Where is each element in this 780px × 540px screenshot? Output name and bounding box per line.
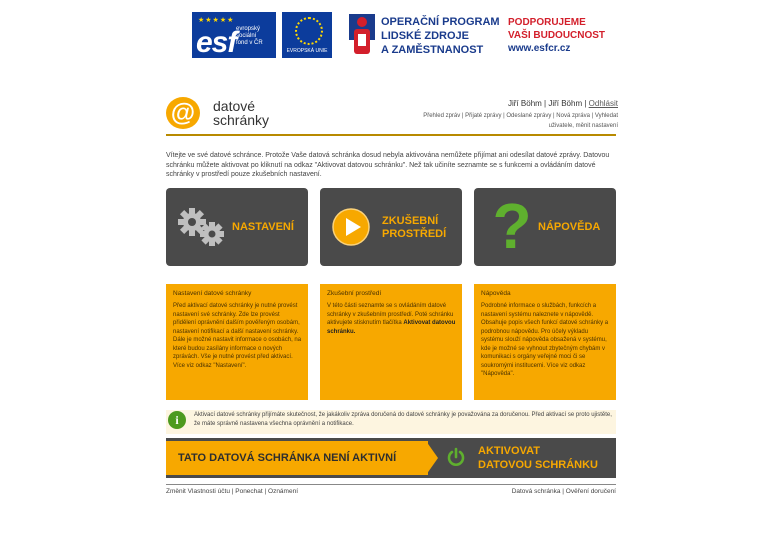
- nav-links[interactable]: Přehled zpráv | Přijaté zprávy | Odeslané zprávy | Nová zpráva | Vyhledat: [423, 113, 618, 119]
- status-arrow: [426, 441, 438, 475]
- test-env-panel-title: Zkušební prostředí: [327, 290, 382, 297]
- play-icon: [332, 208, 370, 246]
- settings-panel-text: Před aktivací datové schránky je nutné provést nastavení své schránky. Zde lze provést přidělení oprávnění dalším pověřeným osobám, nastavení notifikací a další nastavení schránky. Dále je možné nastavit informace o osobách, na které budou zasílány informace o nových zprávách. Vše je nutné provést před aktivací. Více viz odkaz "Nastavení".: [173, 303, 302, 369]
- datove-schranky-logo-icon: @: [166, 97, 200, 129]
- header-divider: [166, 134, 616, 136]
- activate-reference: Aktivovat datovou schránku.: [327, 320, 456, 335]
- support-slogan: PODPORUJEME VAŠI BUDOUCNOST www.esfcr.cz: [508, 17, 606, 54]
- op-person-icon: [349, 14, 375, 56]
- settings-panel-title: Nastavení datové schránky: [173, 290, 252, 297]
- help-panel-text: Podrobné informace o službách, funkcích a nastavení systému naleznete v nápovědě. Obsahuje popis všech funkcí datové schránky a podrobnou nápovědu. Pro účely výkladu systému slouží nápověda obsažená v systému, kde je možné se vyhnout zbytečným chybám v komunikaci s orgány veřejné moci či se soukromými institucemi. Více viz odkaz "Nápověda".: [481, 303, 609, 377]
- info-text: Aktivací datové schránky přijímáte skutečnost, že jakákoliv zpráva doručená do datové schránky je považována za doručenou. Před aktivací se proto ujistěte, že máte správně nastavena všechna oprávnění a notifikace.: [194, 412, 612, 427]
- activate-mailbox-button[interactable]: AKTIVOVAT DATOVOU SCHRÁNKU: [478, 445, 598, 471]
- settings-tile-label: NASTAVENÍ: [232, 221, 294, 233]
- op-program-logo: OPERAČNÍ PROGRAM LIDSKÉ ZDROJE A ZAMĚSTNANOST: [381, 16, 500, 56]
- info-icon: i: [168, 411, 186, 429]
- gears-icon: [176, 206, 226, 248]
- question-icon: ?: [492, 190, 532, 262]
- user-name: Jiří Böhm | Jiří Böhm |: [508, 99, 589, 108]
- app-title: datové schránky: [213, 98, 270, 128]
- test-env-tile[interactable]: [320, 188, 462, 266]
- user-info: [490, 99, 618, 108]
- nav-links-2[interactable]: uživatele, měnit nastavení: [548, 123, 618, 129]
- power-icon[interactable]: [446, 447, 466, 467]
- footer-right-links[interactable]: Datová schránka | Ověření doručení: [511, 488, 616, 495]
- esf-url[interactable]: www.esfcr.cz: [508, 43, 571, 54]
- footer-divider: [166, 484, 616, 485]
- eu-flag-logo: [282, 12, 332, 58]
- top-nav[interactable]: [300, 111, 618, 131]
- test-env-tile-label: ZKUŠEBNÍ PROSTŘEDÍ: [382, 215, 447, 240]
- esf-logo: [192, 12, 276, 58]
- esf-caption: evropský sociální fond v ČR: [236, 26, 263, 46]
- inactive-status-text: TATO DATOVÁ SCHRÁNKA NENÍ AKTIVNÍ: [178, 452, 397, 464]
- intro-text: Vítejte ve své datové schránce. Protože Vaše datová schránka dosud nebyla aktivována nemůžete přijímat ani odesílat datové zprávy. Datovou schránku můžete aktivovat po kliknutí na odkaz "Aktivovat datovou schránku". Než tak učiníte seznamte se s funkcemi a ovládáním datové schránky v prostředí pouze zkušebních nastavení.: [166, 152, 610, 178]
- test-env-panel: [320, 284, 462, 400]
- settings-tile[interactable]: [166, 188, 308, 266]
- eu-caption: EVROPSKÁ UNIE: [286, 48, 328, 54]
- esf-mark: esf: [196, 26, 237, 59]
- test-env-panel-text: V této části seznamte se s ovládáním datové schránky v zkušebním prostředí. Poté schránku aktivujete stisknutím tlačítka Aktivovat datovou schránku.: [327, 303, 456, 335]
- help-tile[interactable]: [474, 188, 616, 266]
- help-panel-title: Nápověda: [481, 290, 511, 297]
- eu-stars-ring-icon: [295, 17, 323, 45]
- footer-left-links[interactable]: Změnit Vlastnosti účtu | Ponechat | Oznámení: [166, 488, 298, 495]
- help-tile-label: NÁPOVĚDA: [538, 221, 601, 233]
- logout-link[interactable]: Odhlásit: [588, 99, 618, 108]
- settings-panel: [166, 284, 308, 400]
- eu-stars-icon: ★★★★★: [198, 17, 235, 24]
- help-panel: [474, 284, 616, 400]
